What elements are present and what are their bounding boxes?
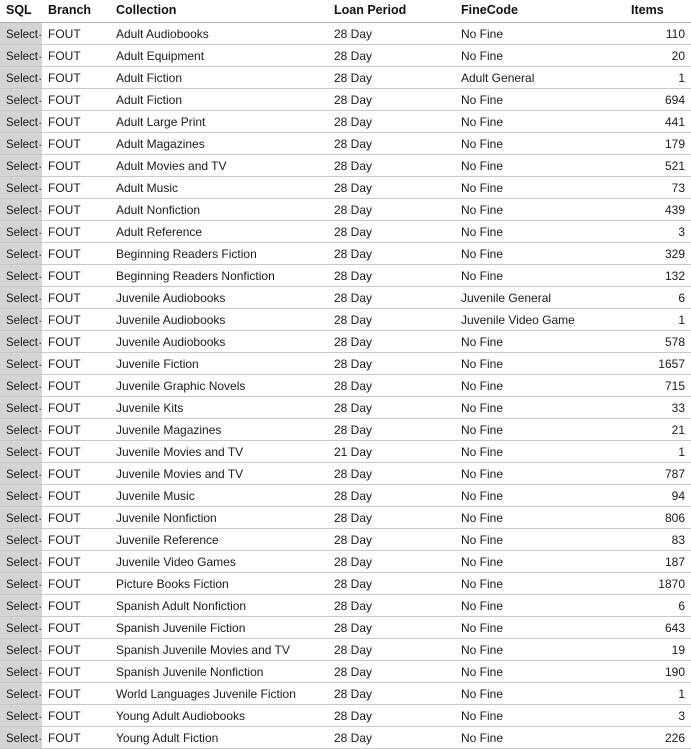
cell-branch: FOUT — [42, 375, 110, 397]
cell-loan-period: 28 Day — [328, 45, 455, 67]
select-link[interactable]: Select — [6, 270, 38, 283]
cell-items: 521 — [625, 155, 691, 177]
cell-finecode: Juvenile General — [455, 287, 625, 309]
cell-items: 6 — [625, 287, 691, 309]
row-select-cell[interactable] — [0, 419, 42, 441]
cell-branch: FOUT — [42, 243, 110, 265]
cell-branch: FOUT — [42, 463, 110, 485]
select-link[interactable]: Select — [6, 512, 38, 525]
cell-items: 441 — [625, 111, 691, 133]
table-row — [0, 67, 691, 89]
select-link[interactable]: Select — [6, 72, 38, 85]
cell-finecode: Adult General — [455, 67, 625, 89]
cell-loan-period: 28 Day — [328, 331, 455, 353]
cell-items: 3 — [625, 221, 691, 243]
cell-collection: Adult Movies and TV — [110, 155, 328, 177]
select-link[interactable]: Select — [6, 204, 38, 217]
cell-loan-period: 28 Day — [328, 177, 455, 199]
cell-finecode: No Fine — [455, 177, 625, 199]
cell-branch: FOUT — [42, 727, 110, 749]
cell-finecode: No Fine — [455, 551, 625, 573]
cell-loan-period: 28 Day — [328, 463, 455, 485]
cell-finecode: Juvenile Video Game — [455, 309, 625, 331]
cell-items: 787 — [625, 463, 691, 485]
cell-branch: FOUT — [42, 45, 110, 67]
cell-items: 1 — [625, 441, 691, 463]
cell-finecode: No Fine — [455, 155, 625, 177]
cell-finecode: No Fine — [455, 221, 625, 243]
cell-collection: Spanish Juvenile Movies and TV — [110, 639, 328, 661]
column-header-collection[interactable]: Collection — [110, 0, 328, 23]
cell-branch: FOUT — [42, 89, 110, 111]
row-select-cell[interactable] — [0, 331, 42, 353]
cell-items: 83 — [625, 529, 691, 551]
select-link[interactable]: Select — [6, 182, 38, 195]
table-row — [0, 661, 691, 683]
select-link[interactable]: Select — [6, 688, 38, 701]
cell-items: 21 — [625, 419, 691, 441]
row-select-cell[interactable] — [0, 507, 42, 529]
cell-loan-period: 28 Day — [328, 639, 455, 661]
row-select-cell[interactable] — [0, 199, 42, 221]
cell-items: 715 — [625, 375, 691, 397]
select-link[interactable]: Select — [6, 666, 38, 679]
cell-items: 6 — [625, 595, 691, 617]
row-select-cell[interactable] — [0, 661, 42, 683]
table-row — [0, 265, 691, 287]
row-select-cell[interactable] — [0, 639, 42, 661]
cell-loan-period: 28 Day — [328, 705, 455, 727]
cell-finecode: No Fine — [455, 639, 625, 661]
row-select-cell[interactable] — [0, 177, 42, 199]
cell-loan-period: 28 Day — [328, 111, 455, 133]
select-link[interactable]: Select — [6, 116, 38, 129]
column-header-sql[interactable]: SQL — [0, 0, 42, 23]
select-link[interactable]: Select — [6, 226, 38, 239]
select-link[interactable]: Select — [6, 292, 38, 305]
select-link[interactable]: Select — [6, 380, 38, 393]
cell-items: 73 — [625, 177, 691, 199]
cell-branch: FOUT — [42, 595, 110, 617]
select-link[interactable]: Select — [6, 336, 38, 349]
cell-loan-period: 28 Day — [328, 133, 455, 155]
cell-branch: FOUT — [42, 353, 110, 375]
cell-items: 3 — [625, 705, 691, 727]
cell-branch: FOUT — [42, 419, 110, 441]
row-select-cell[interactable] — [0, 595, 42, 617]
cell-collection: Juvenile Audiobooks — [110, 287, 328, 309]
cell-branch: FOUT — [42, 551, 110, 573]
table-row — [0, 617, 691, 639]
cell-collection: Picture Books Fiction — [110, 573, 328, 595]
cell-collection: Juvenile Magazines — [110, 419, 328, 441]
cell-finecode: No Fine — [455, 243, 625, 265]
cell-branch: FOUT — [42, 507, 110, 529]
table-row — [0, 551, 691, 573]
cell-collection: Juvenile Video Games — [110, 551, 328, 573]
table-row — [0, 485, 691, 507]
cell-collection: Adult Magazines — [110, 133, 328, 155]
row-select-cell[interactable] — [0, 287, 42, 309]
column-header-items[interactable]: Items — [625, 0, 691, 23]
cell-loan-period: 28 Day — [328, 683, 455, 705]
row-select-cell[interactable] — [0, 111, 42, 133]
select-link[interactable]: Select — [6, 534, 38, 547]
table-row — [0, 441, 691, 463]
cell-items: 1 — [625, 309, 691, 331]
cell-branch: FOUT — [42, 309, 110, 331]
table-row — [0, 287, 691, 309]
cell-collection: Juvenile Movies and TV — [110, 441, 328, 463]
cell-loan-period: 28 Day — [328, 397, 455, 419]
select-link[interactable]: Select — [6, 314, 38, 327]
cell-loan-period: 28 Day — [328, 595, 455, 617]
table-header-row — [0, 0, 691, 23]
cell-finecode: No Fine — [455, 683, 625, 705]
cell-items: 1870 — [625, 573, 691, 595]
cell-loan-period: 28 Day — [328, 67, 455, 89]
cell-collection: Beginning Readers Fiction — [110, 243, 328, 265]
cell-collection: Young Adult Audiobooks — [110, 705, 328, 727]
cell-collection: Adult Fiction — [110, 89, 328, 111]
select-link[interactable]: Select — [6, 160, 38, 173]
cell-loan-period: 28 Day — [328, 507, 455, 529]
cell-collection: Spanish Adult Nonfiction — [110, 595, 328, 617]
row-select-cell[interactable] — [0, 441, 42, 463]
cell-finecode: No Fine — [455, 661, 625, 683]
cell-branch: FOUT — [42, 617, 110, 639]
cell-loan-period: 28 Day — [328, 243, 455, 265]
cell-finecode: No Fine — [455, 463, 625, 485]
cell-finecode: No Fine — [455, 353, 625, 375]
cell-collection: Adult Large Print — [110, 111, 328, 133]
row-select-cell[interactable] — [0, 551, 42, 573]
cell-collection: Juvenile Graphic Novels — [110, 375, 328, 397]
select-link[interactable]: Select — [6, 468, 38, 481]
cell-finecode: No Fine — [455, 265, 625, 287]
cell-finecode: No Fine — [455, 573, 625, 595]
table-row — [0, 529, 691, 551]
cell-items: 94 — [625, 485, 691, 507]
row-select-cell[interactable] — [0, 529, 42, 551]
cell-loan-period: 28 Day — [328, 617, 455, 639]
table-row — [0, 23, 691, 45]
row-select-cell[interactable] — [0, 133, 42, 155]
cell-items: 19 — [625, 639, 691, 661]
cell-finecode: No Fine — [455, 397, 625, 419]
cell-loan-period: 28 Day — [328, 485, 455, 507]
table-row — [0, 199, 691, 221]
cell-items: 694 — [625, 89, 691, 111]
cell-collection: Adult Nonfiction — [110, 199, 328, 221]
row-select-cell[interactable] — [0, 309, 42, 331]
row-select-cell[interactable] — [0, 705, 42, 727]
cell-finecode: No Fine — [455, 507, 625, 529]
table-row — [0, 595, 691, 617]
cell-loan-period: 28 Day — [328, 287, 455, 309]
cell-branch: FOUT — [42, 199, 110, 221]
table-row — [0, 331, 691, 353]
select-link[interactable]: Select — [6, 248, 38, 261]
table-row — [0, 463, 691, 485]
table-row — [0, 705, 691, 727]
cell-collection: Juvenile Nonfiction — [110, 507, 328, 529]
cell-items: 1657 — [625, 353, 691, 375]
select-link[interactable]: Select — [6, 556, 38, 569]
cell-items: 226 — [625, 727, 691, 749]
cell-collection: Juvenile Fiction — [110, 353, 328, 375]
row-select-cell[interactable] — [0, 243, 42, 265]
cell-collection: World Languages Juvenile Fiction — [110, 683, 328, 705]
cell-loan-period: 28 Day — [328, 199, 455, 221]
cell-finecode: No Fine — [455, 705, 625, 727]
select-link[interactable]: Select — [6, 644, 38, 657]
cell-branch: FOUT — [42, 639, 110, 661]
select-link[interactable]: Select — [6, 28, 38, 41]
row-select-cell[interactable] — [0, 23, 42, 45]
cell-finecode: No Fine — [455, 617, 625, 639]
cell-finecode: No Fine — [455, 529, 625, 551]
cell-branch: FOUT — [42, 221, 110, 243]
table-row — [0, 155, 691, 177]
cell-loan-period: 28 Day — [328, 155, 455, 177]
cell-collection: Juvenile Reference — [110, 529, 328, 551]
cell-branch: FOUT — [42, 287, 110, 309]
cell-branch: FOUT — [42, 485, 110, 507]
cell-finecode: No Fine — [455, 23, 625, 45]
column-header-branch[interactable]: Branch — [42, 0, 110, 23]
cell-items: 110 — [625, 23, 691, 45]
cell-items: 578 — [625, 331, 691, 353]
table-row — [0, 45, 691, 67]
table-row — [0, 353, 691, 375]
cell-collection: Juvenile Music — [110, 485, 328, 507]
cell-collection: Adult Reference — [110, 221, 328, 243]
cell-loan-period: 21 Day — [328, 441, 455, 463]
cell-branch: FOUT — [42, 529, 110, 551]
select-link[interactable]: Select — [6, 732, 38, 745]
cell-collection: Beginning Readers Nonfiction — [110, 265, 328, 287]
row-select-cell[interactable] — [0, 463, 42, 485]
table-row — [0, 419, 691, 441]
cell-branch: FOUT — [42, 133, 110, 155]
cell-finecode: No Fine — [455, 89, 625, 111]
cell-loan-period: 28 Day — [328, 353, 455, 375]
select-link[interactable]: Select — [6, 358, 38, 371]
cell-branch: FOUT — [42, 331, 110, 353]
cell-items: 187 — [625, 551, 691, 573]
cell-loan-period: 28 Day — [328, 727, 455, 749]
cell-finecode: No Fine — [455, 419, 625, 441]
table-row — [0, 89, 691, 111]
row-select-cell[interactable] — [0, 375, 42, 397]
cell-finecode: No Fine — [455, 111, 625, 133]
cell-finecode: No Fine — [455, 331, 625, 353]
table-row — [0, 133, 691, 155]
cell-collection: Juvenile Movies and TV — [110, 463, 328, 485]
table-row — [0, 683, 691, 705]
cell-items: 806 — [625, 507, 691, 529]
cell-finecode: No Fine — [455, 133, 625, 155]
cell-loan-period: 28 Day — [328, 661, 455, 683]
cell-finecode: No Fine — [455, 45, 625, 67]
cell-loan-period: 28 Day — [328, 309, 455, 331]
cell-loan-period: 28 Day — [328, 419, 455, 441]
select-link[interactable]: Select — [6, 50, 38, 63]
cell-branch: FOUT — [42, 705, 110, 727]
row-select-cell[interactable] — [0, 573, 42, 595]
cell-branch: FOUT — [42, 573, 110, 595]
select-link[interactable]: Select — [6, 402, 38, 415]
table-row — [0, 177, 691, 199]
table-row — [0, 221, 691, 243]
row-select-cell[interactable] — [0, 67, 42, 89]
cell-loan-period: 28 Day — [328, 89, 455, 111]
row-select-cell[interactable] — [0, 617, 42, 639]
select-link[interactable]: Select — [6, 490, 38, 503]
select-link[interactable]: Select — [6, 446, 38, 459]
cell-loan-period: 28 Day — [328, 573, 455, 595]
row-select-cell[interactable] — [0, 221, 42, 243]
cell-finecode: No Fine — [455, 375, 625, 397]
cell-items: 179 — [625, 133, 691, 155]
table-row — [0, 309, 691, 331]
row-select-cell[interactable] — [0, 397, 42, 419]
cell-branch: FOUT — [42, 397, 110, 419]
table-row — [0, 375, 691, 397]
cell-items: 190 — [625, 661, 691, 683]
cell-finecode: No Fine — [455, 441, 625, 463]
cell-collection: Juvenile Kits — [110, 397, 328, 419]
cell-loan-period: 28 Day — [328, 265, 455, 287]
table-row — [0, 397, 691, 419]
select-link[interactable]: Select — [6, 578, 38, 591]
cell-branch: FOUT — [42, 155, 110, 177]
cell-loan-period: 28 Day — [328, 375, 455, 397]
cell-items: 1 — [625, 683, 691, 705]
cell-collection: Adult Music — [110, 177, 328, 199]
cell-items: 33 — [625, 397, 691, 419]
column-header-loan-period[interactable]: Loan Period — [328, 0, 455, 23]
cell-branch: FOUT — [42, 265, 110, 287]
cell-finecode: No Fine — [455, 199, 625, 221]
cell-collection: Adult Fiction — [110, 67, 328, 89]
cell-branch: FOUT — [42, 441, 110, 463]
select-link[interactable]: Select — [6, 138, 38, 151]
row-select-cell[interactable] — [0, 155, 42, 177]
cell-loan-period: 28 Day — [328, 221, 455, 243]
cell-branch: FOUT — [42, 683, 110, 705]
cell-items: 20 — [625, 45, 691, 67]
cell-collection: Juvenile Audiobooks — [110, 331, 328, 353]
select-link[interactable]: Select — [6, 710, 38, 723]
cell-collection: Spanish Juvenile Fiction — [110, 617, 328, 639]
cell-loan-period: 28 Day — [328, 23, 455, 45]
table-row — [0, 639, 691, 661]
table-row — [0, 573, 691, 595]
cell-branch: FOUT — [42, 177, 110, 199]
row-select-cell[interactable] — [0, 45, 42, 67]
cell-loan-period: 28 Day — [328, 529, 455, 551]
cell-finecode: No Fine — [455, 727, 625, 749]
cell-items: 439 — [625, 199, 691, 221]
cell-items: 132 — [625, 265, 691, 287]
cell-branch: FOUT — [42, 67, 110, 89]
column-header-finecode[interactable]: FineCode — [455, 0, 625, 23]
cell-loan-period: 28 Day — [328, 551, 455, 573]
row-select-cell[interactable] — [0, 265, 42, 287]
cell-finecode: No Fine — [455, 485, 625, 507]
cell-items: 329 — [625, 243, 691, 265]
table-row — [0, 507, 691, 529]
cell-collection: Adult Equipment — [110, 45, 328, 67]
row-select-cell[interactable] — [0, 353, 42, 375]
row-select-cell[interactable] — [0, 683, 42, 705]
select-link[interactable]: Select — [6, 600, 38, 613]
select-link[interactable]: Select — [6, 94, 38, 107]
select-link[interactable]: Select — [6, 622, 38, 635]
table-header — [0, 0, 691, 23]
cell-branch: FOUT — [42, 661, 110, 683]
row-select-cell[interactable] — [0, 485, 42, 507]
cell-collection: Adult Audiobooks — [110, 23, 328, 45]
table-body — [0, 23, 691, 749]
select-link[interactable]: Select — [6, 424, 38, 437]
table-row — [0, 111, 691, 133]
cell-items: 643 — [625, 617, 691, 639]
cell-collection: Spanish Juvenile Nonfiction — [110, 661, 328, 683]
cell-branch: FOUT — [42, 23, 110, 45]
cell-collection: Young Adult Fiction — [110, 727, 328, 749]
cell-branch: FOUT — [42, 111, 110, 133]
cell-items: 1 — [625, 67, 691, 89]
row-select-cell[interactable] — [0, 89, 42, 111]
cell-finecode: No Fine — [455, 595, 625, 617]
table-row — [0, 243, 691, 265]
cell-collection: Juvenile Audiobooks — [110, 309, 328, 331]
